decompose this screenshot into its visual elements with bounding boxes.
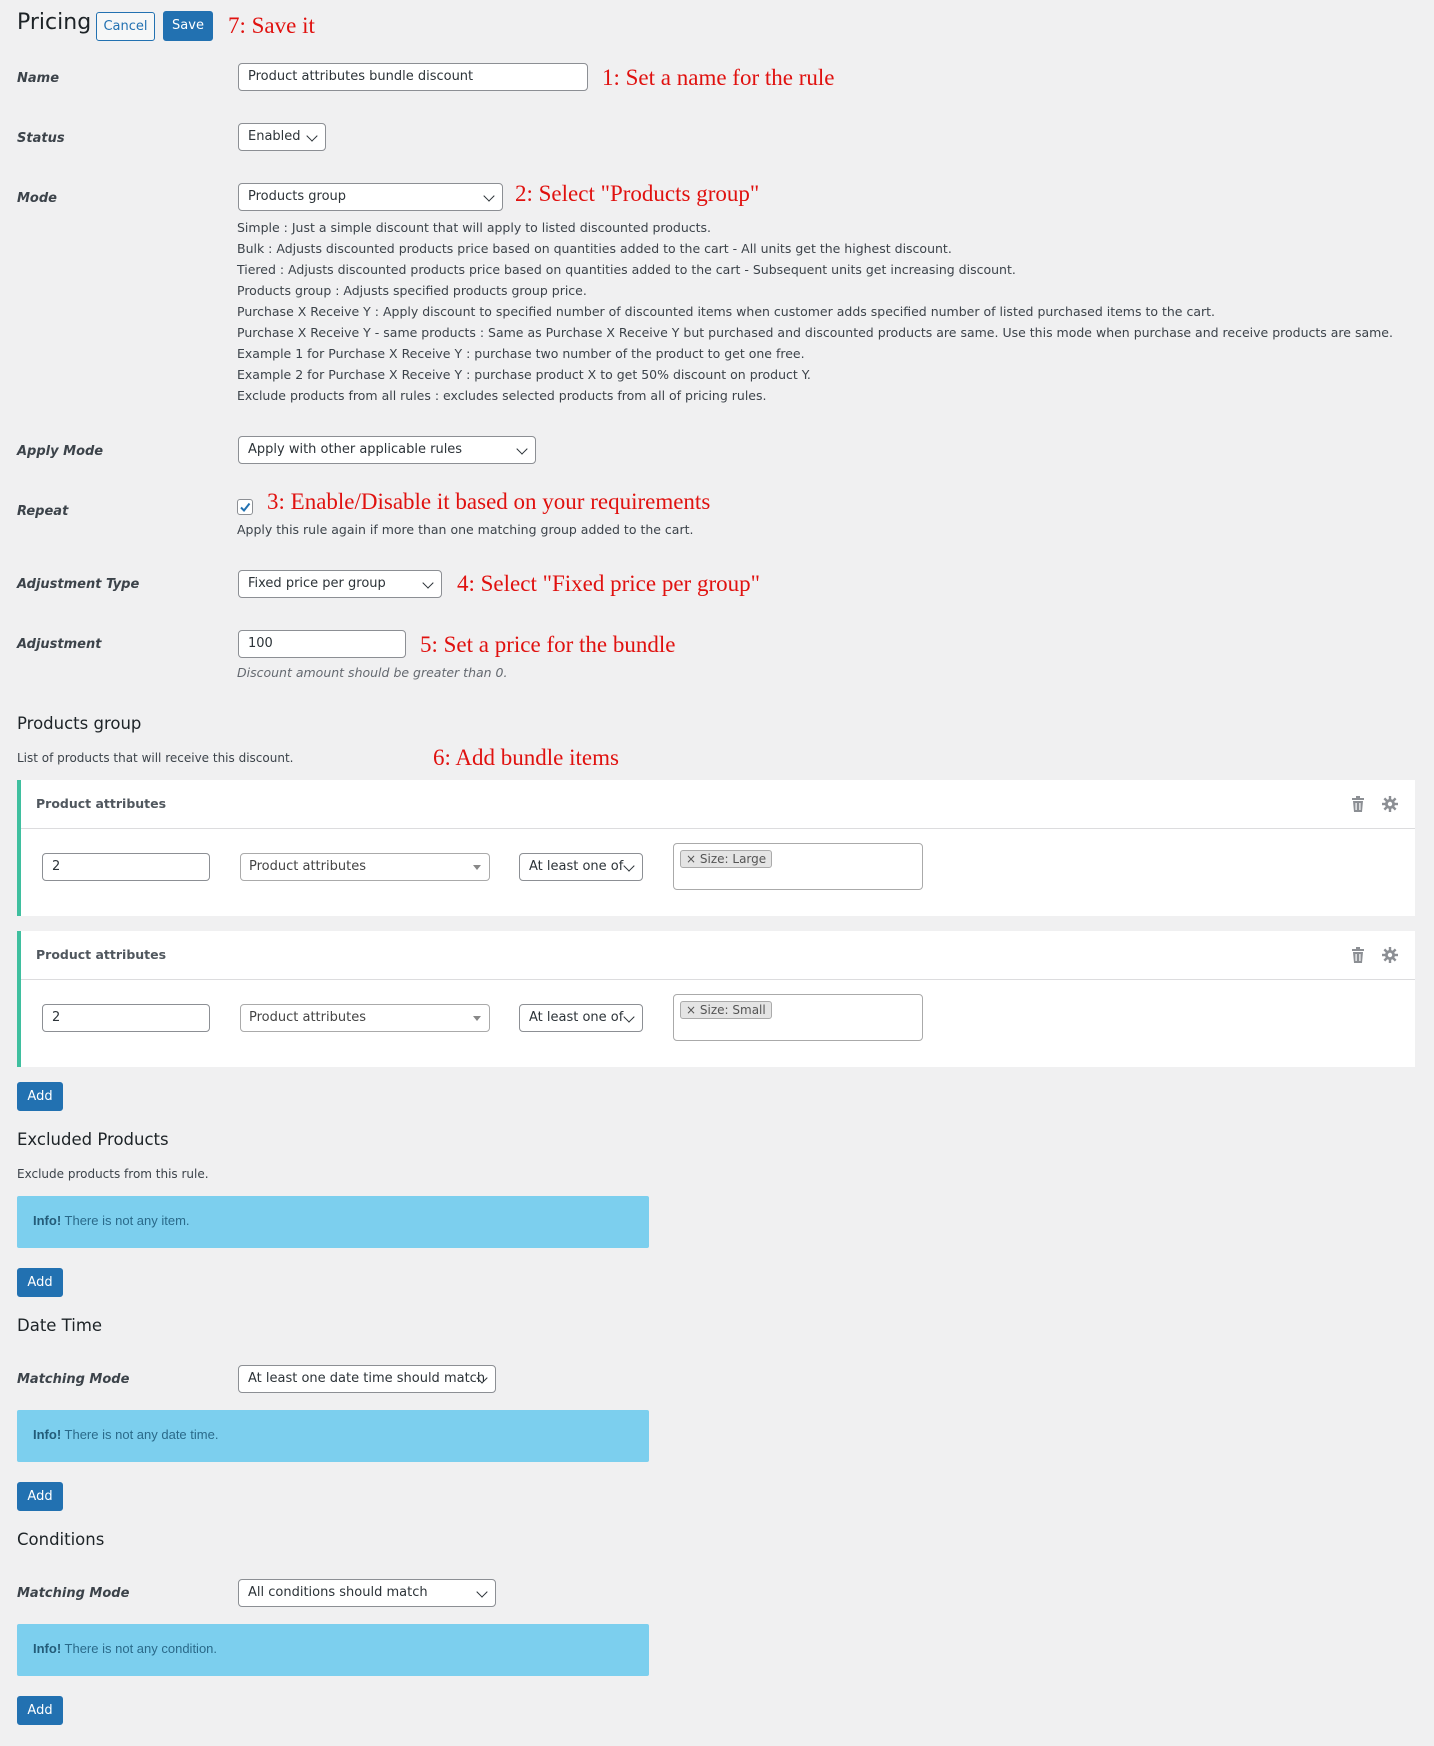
annotation-mode: 2: Select "Products group" xyxy=(515,181,760,206)
gear-icon[interactable] xyxy=(1382,947,1398,963)
date-matching-mode-value: At least one date time should match xyxy=(248,1371,486,1386)
tag-label: Size: Large xyxy=(699,852,767,866)
products-group-description: List of products that will receive this discount. xyxy=(17,751,294,765)
checkmark-icon xyxy=(238,500,252,514)
products-group-item xyxy=(17,780,1415,916)
annotation-name: 1: Set a name for the rule xyxy=(602,65,835,90)
annotation-bundle-items: 6: Add bundle items xyxy=(433,745,619,770)
match-value: At least one of xyxy=(529,859,624,874)
annotation-save: 7: Save it xyxy=(228,13,315,38)
mode-desc-tiered: Tiered : Adjusts discounted products price based on quantities added to the cart - Subsequent units get increasing discount. xyxy=(237,262,1016,277)
cancel-button[interactable]: Cancel xyxy=(96,12,155,41)
info-text: There is not any condition. xyxy=(61,1641,218,1656)
mode-desc-example-1: Example 1 for Purchase X Receive Y : purchase two number of the product to get one free. xyxy=(237,346,805,361)
save-button[interactable]: Save xyxy=(163,11,213,41)
mode-desc-exclude: Exclude products from all rules : excludes selected products from all of pricing rules. xyxy=(237,388,767,403)
status-select[interactable] xyxy=(238,123,326,151)
info-strong: Info! xyxy=(33,1427,62,1442)
products-group-title: Products group xyxy=(17,714,142,733)
panel-header xyxy=(21,780,1415,829)
tag-label: Size: Small xyxy=(699,1003,766,1017)
condition-type-value: Product attributes xyxy=(249,1010,366,1025)
mode-desc-purchase-x: Purchase X Receive Y : Apply discount to specified number of discounted items when customer adds specified number of listed purchased items to the cart. xyxy=(237,304,1216,319)
conditions-title: Conditions xyxy=(17,1530,105,1549)
adjustment-type-value: Fixed price per group xyxy=(248,576,386,591)
attribute-tag xyxy=(680,850,772,868)
attribute-tag-field[interactable] xyxy=(673,843,923,890)
mode-desc-simple: Simple : Just a simple discount that will apply to listed discounted products. xyxy=(237,220,712,235)
chevron-down-icon xyxy=(623,1011,634,1022)
status-label: Status xyxy=(17,131,65,146)
info-text: There is not any item. xyxy=(61,1213,190,1228)
annotation-adjustment-type: 4: Select "Fixed price per group" xyxy=(457,571,760,596)
conditions-matching-mode-value: All conditions should match xyxy=(248,1585,428,1600)
dropdown-arrow-icon xyxy=(473,865,481,870)
date-time-title: Date Time xyxy=(17,1316,103,1335)
conditions-info-notice xyxy=(17,1624,649,1676)
chevron-down-icon xyxy=(623,860,634,871)
info-strong: Info! xyxy=(33,1641,62,1656)
mode-label: Mode xyxy=(17,191,57,206)
date-matching-mode-label: Matching Mode xyxy=(17,1372,130,1387)
apply-mode-select[interactable] xyxy=(238,436,536,464)
add-excluded-button[interactable]: Add xyxy=(17,1268,63,1297)
status-value: Enabled xyxy=(248,129,301,144)
chevron-down-icon xyxy=(483,190,494,201)
gear-icon[interactable] xyxy=(1382,796,1398,812)
match-select[interactable] xyxy=(519,853,643,881)
tag-remove-icon[interactable]: × xyxy=(686,1003,697,1017)
quantity-input[interactable]: 2 xyxy=(42,853,210,881)
date-matching-mode-select[interactable] xyxy=(238,1365,496,1393)
repeat-description: Apply this rule again if more than one matching group added to the cart. xyxy=(237,522,694,537)
match-value: At least one of xyxy=(529,1010,624,1025)
mode-desc-products-group: Products group : Adjusts specified products group price. xyxy=(237,283,587,298)
panel-title: Product attributes xyxy=(36,796,167,811)
page-title: Pricing xyxy=(17,10,92,35)
excluded-products-description: Exclude products from this rule. xyxy=(17,1167,209,1181)
annotation-repeat: 3: Enable/Disable it based on your requirements xyxy=(267,489,711,514)
chevron-down-icon xyxy=(306,130,317,141)
mode-desc-purchase-x-same: Purchase X Receive Y - same products : Same as Purchase X Receive Y but purchased and discounted products are same. Use this mode when purchase and receive products are same. xyxy=(237,325,1393,340)
mode-desc-example-2: Example 2 for Purchase X Receive Y : purchase product X to get 50% discount on product Y. xyxy=(237,367,811,382)
adjustment-type-select[interactable] xyxy=(238,570,442,598)
mode-select[interactable] xyxy=(238,183,503,211)
apply-mode-label: Apply Mode xyxy=(17,444,104,459)
info-strong: Info! xyxy=(33,1213,62,1228)
panel-title: Product attributes xyxy=(36,947,167,962)
info-text: There is not any date time. xyxy=(61,1427,219,1442)
excluded-products-title: Excluded Products xyxy=(17,1130,169,1149)
adjustment-input[interactable]: 100 xyxy=(238,630,406,658)
repeat-label: Repeat xyxy=(17,504,69,519)
excluded-info-notice xyxy=(17,1196,649,1248)
conditions-matching-mode-label: Matching Mode xyxy=(17,1586,130,1601)
products-group-item xyxy=(17,931,1415,1067)
name-input[interactable]: Product attributes bundle discount xyxy=(238,63,588,91)
name-label: Name xyxy=(17,71,60,86)
mode-desc-bulk: Bulk : Adjusts discounted products price based on quantities added to the cart - All units get the highest discount. xyxy=(237,241,952,256)
chevron-down-icon xyxy=(422,577,433,588)
tag-remove-icon[interactable]: × xyxy=(686,852,697,866)
mode-value: Products group xyxy=(248,189,347,204)
dropdown-arrow-icon xyxy=(473,1016,481,1021)
panel-header xyxy=(21,931,1415,980)
quantity-input[interactable]: 2 xyxy=(42,1004,210,1032)
condition-type-value: Product attributes xyxy=(249,859,366,874)
adjustment-type-label: Adjustment Type xyxy=(17,577,140,592)
match-select[interactable] xyxy=(519,1004,643,1032)
adjustment-hint: Discount amount should be greater than 0. xyxy=(237,665,508,680)
date-time-info-notice xyxy=(17,1410,649,1462)
apply-mode-value: Apply with other applicable rules xyxy=(248,442,463,457)
condition-type-select[interactable] xyxy=(240,853,490,881)
chevron-down-icon xyxy=(516,443,527,454)
annotation-adjustment: 5: Set a price for the bundle xyxy=(420,632,676,657)
adjustment-label: Adjustment xyxy=(17,637,102,652)
trash-icon[interactable] xyxy=(1351,947,1365,963)
conditions-matching-mode-select[interactable] xyxy=(238,1579,496,1607)
chevron-down-icon xyxy=(476,1586,487,1597)
attribute-tag-field[interactable] xyxy=(673,994,923,1041)
condition-type-select[interactable] xyxy=(240,1004,490,1032)
add-date-time-button[interactable]: Add xyxy=(17,1482,63,1511)
trash-icon[interactable] xyxy=(1351,796,1365,812)
add-product-group-button[interactable]: Add xyxy=(17,1082,63,1111)
attribute-tag xyxy=(680,1001,772,1019)
repeat-checkbox[interactable] xyxy=(237,499,253,515)
add-condition-button[interactable]: Add xyxy=(17,1696,63,1725)
